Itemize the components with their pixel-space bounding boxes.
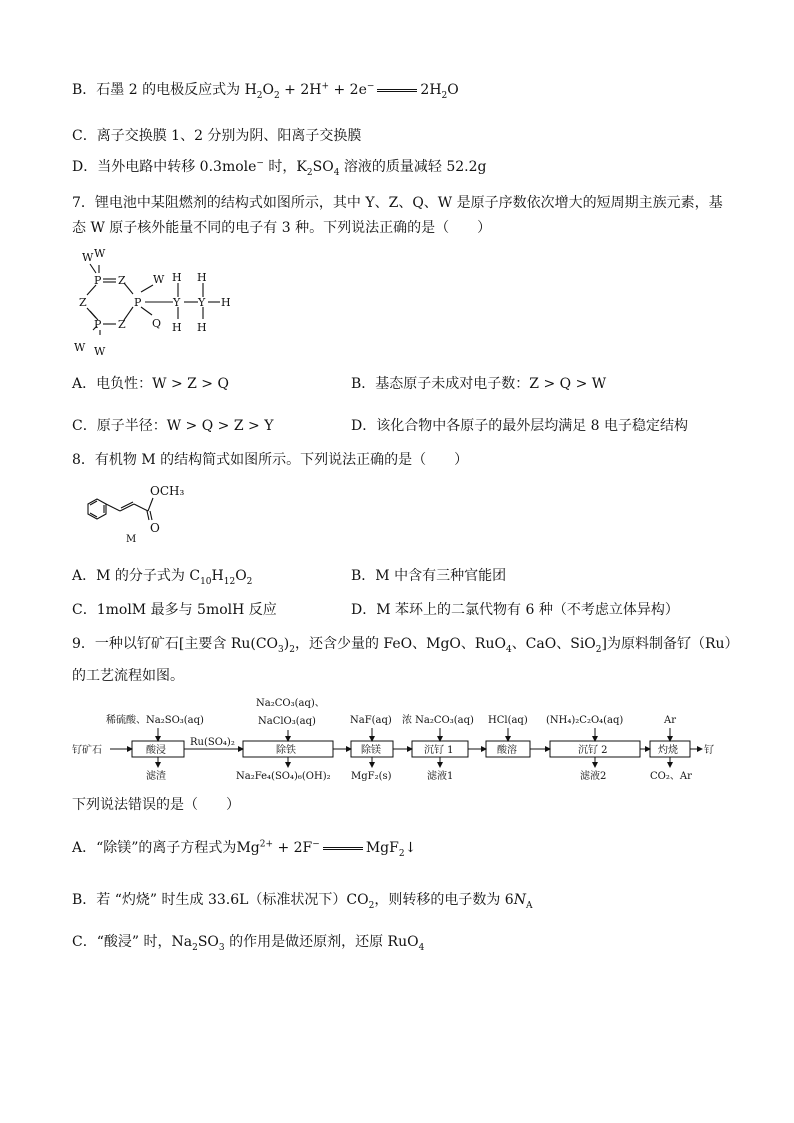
flow-step-precip-ru-2: 沉钌 2 — [578, 745, 608, 756]
flow-output-filtrate2: 滤液2 — [580, 771, 607, 782]
flow-start-label: 钌矿石 — [72, 745, 102, 756]
flow-reagent-naf: NaF(aq) — [350, 715, 392, 726]
q9-stem-line1: 9．一种以钌矿石[主要含 $Ru(CO_3)_2$，还含少量的 FeO、MgO、RuO$_4$、CaO、SiO$_2$]为原料制备钌（Ru） — [72, 636, 739, 655]
flow-step-remove-iron: 除铁 — [276, 745, 296, 756]
atom-w: W — [74, 341, 86, 354]
q7-stem-line1: 7．锂电池中某阻燃剂的结构式如图所示，其中 Y、Z、Q、W 是原子序数依次增大的短周期主族元素，基 — [72, 195, 723, 211]
q8-structure-diagram — [70, 478, 210, 548]
atom-h: H — [172, 321, 182, 334]
q9-option-c: C．“酸浸” 时，$Na_2SO_3$ 的作用是做还原剂，还原 RuO$_4$ — [72, 934, 425, 953]
flow-reagent-conc-na2co3: 浓 Na₂CO₃(aq) — [402, 715, 474, 726]
atom-w: W — [94, 345, 106, 358]
q8-stem: 8．有机物 M 的结构简式如图所示。下列说法正确的是（ ） — [72, 452, 469, 468]
q8-option-b: B．M 中含有三种官能团 — [351, 568, 507, 584]
flow-output-residue: 滤渣 — [146, 771, 166, 782]
q9-stem-line2: 的工艺流程如图。 — [72, 668, 184, 684]
q7-option-d: D．该化合物中各原子的最外层均满足 8 电子稳定结构 — [351, 418, 689, 434]
q6-option-b: B．石墨 2 的电极反应式为 $H_2O_2 + 2H^+ + 2e^-$ $2H_2O$ — [72, 81, 459, 101]
q9-process-flowchart — [72, 692, 722, 788]
flow-step-calcine: 灼烧 — [658, 745, 678, 756]
flow-step-remove-mg: 除镁 — [361, 745, 381, 756]
flow-step-precip-ru-1: 沉钌 1 — [424, 745, 454, 756]
flow-reagent-hcl: HCl(aq) — [488, 715, 528, 726]
atom-z: Z — [118, 274, 126, 287]
atom-h: H — [197, 321, 207, 334]
flow-reagent-oxalate: (NH₄)₂C₂O₄(aq) — [546, 715, 624, 726]
q6-option-c: C．离子交换膜 1、2 分别为阴、阳离子交换膜 — [72, 128, 362, 144]
molecule-label: M — [126, 534, 137, 545]
q6-option-d: D．当外电路中转移 0.3mole− 时，$K_2SO_4$ 溶液的质量减轻 52.2g — [72, 158, 487, 178]
flow-reagent-naclo3: NaClO₃(aq) — [258, 716, 316, 727]
atom-y: Y — [173, 296, 181, 309]
atom-h: H — [197, 271, 207, 284]
flow-reagent-ar: Ar — [664, 715, 677, 726]
atom-p: P — [94, 318, 102, 331]
q7-option-c: C．原子半径：W > Q > Z > Y — [72, 418, 274, 434]
atom-z: Z — [79, 296, 87, 309]
q8-option-c: C．1molM 最多与 5molH 反应 — [72, 602, 277, 618]
q9-option-a: A．“除镁”的离子方程式为$Mg^{2+} + 2F^-$ MgF$_2$↓ — [72, 839, 417, 859]
flow-output-iron-salt: Na₂Fe₄(SO₄)₆(OH)₂ — [236, 771, 331, 782]
flow-output-mgf2: MgF₂(s) — [351, 771, 392, 782]
q7-stem-line2: 态 W 原子核外能量不同的电子有 3 种。下列说法正确的是（ ） — [72, 220, 492, 236]
flow-step-acid-dissolve: 酸溶 — [497, 745, 517, 756]
atom-y: Y — [198, 296, 206, 309]
q8-option-d: D．M 苯环上的二氯代物有 6 种（不考虑立体异构） — [351, 602, 679, 618]
flow-step-acid-leach: 酸浸 — [146, 745, 166, 756]
q9-option-b: B．若 “灼烧” 时生成 33.6L（标准状况下）$CO_2$，则转移的电子数为 $6N_A$ — [72, 892, 533, 911]
flow-output-filtrate1: 滤液1 — [427, 771, 454, 782]
atom-q: Q — [152, 317, 162, 330]
atom-w: W — [94, 247, 106, 260]
atom-p: P — [134, 296, 142, 309]
atom-p: P — [94, 274, 102, 287]
q7-structure-diagram — [70, 245, 240, 360]
q8-option-a: A．M 的分子式为 $C_{10}H_{12}O_2$ — [72, 568, 253, 587]
flow-reagent-na2co3: Na₂CO₃(aq)、 — [256, 698, 325, 709]
q9-ask: 下列说法错误的是（ ） — [72, 797, 240, 813]
atom-h: H — [221, 296, 231, 309]
atom-h: H — [172, 271, 182, 284]
flow-intermediate-label: Ru(SO₄)₂ — [190, 737, 235, 748]
flow-reagent-acid: 稀硫酸、Na₂SO₃(aq) — [106, 715, 204, 726]
flow-end-label: 钌 — [704, 745, 714, 756]
equals-sign — [323, 847, 363, 850]
q7-option-a: A．电负性：W > Z > Q — [72, 376, 229, 392]
atom-z: Z — [118, 318, 126, 331]
flow-output-gases: CO₂、Ar — [650, 771, 692, 782]
atom-w: W — [153, 273, 165, 286]
equals-sign — [377, 89, 417, 92]
carbonyl-oxygen-label: O — [150, 521, 160, 535]
atom-w: W — [82, 251, 94, 264]
q7-option-b: B．基态原子未成对电子数：Z > Q > W — [351, 376, 607, 392]
ester-group-label: OCH₃ — [150, 484, 185, 498]
